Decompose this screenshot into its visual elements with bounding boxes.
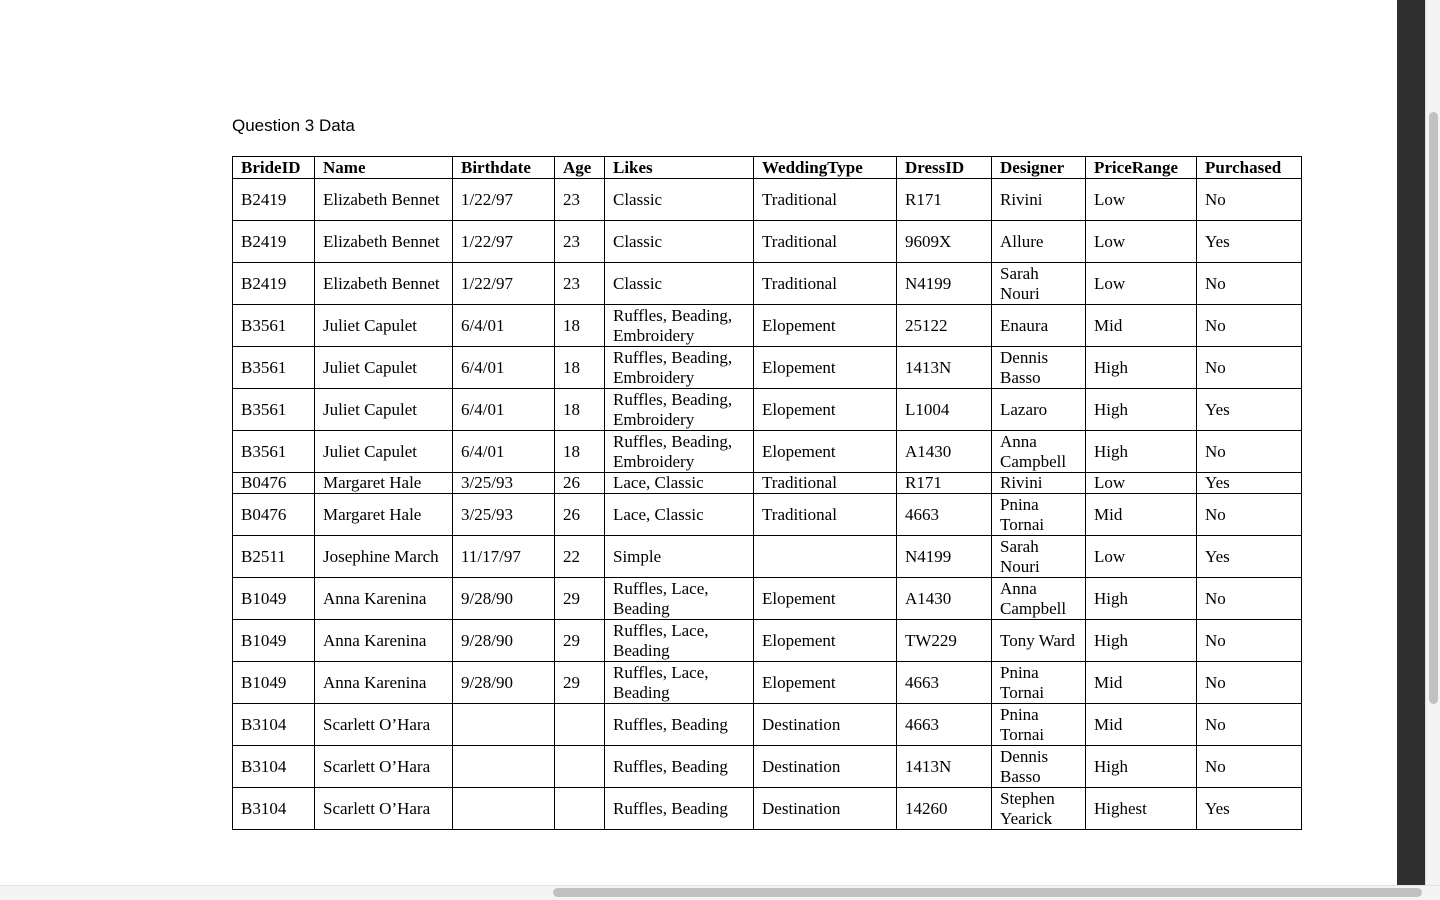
cell-birthdate: 3/25/93 (453, 494, 555, 536)
table-row (233, 662, 1302, 704)
cell-brideid: B3104 (233, 704, 315, 746)
cell-dressid: 1413N (897, 746, 992, 788)
cell-brideid: B1049 (233, 662, 315, 704)
cell-name: Elizabeth Bennet (315, 179, 453, 221)
table-row (233, 431, 1302, 473)
cell-pricerange: Mid (1086, 704, 1197, 746)
cell-birthdate: 6/4/01 (453, 347, 555, 389)
cell-pricerange: Low (1086, 473, 1197, 494)
cell-birthdate: 6/4/01 (453, 305, 555, 347)
cell-brideid: B2419 (233, 179, 315, 221)
cell-likes: Simple (605, 536, 754, 578)
cell-weddingtype: Traditional (754, 263, 897, 305)
cell-dressid: N4199 (897, 536, 992, 578)
cell-dressid: R171 (897, 179, 992, 221)
column-header-pricerange: PriceRange (1086, 157, 1197, 179)
cell-weddingtype: Elopement (754, 578, 897, 620)
cell-name: Anna Karenina (315, 578, 453, 620)
cell-pricerange: Low (1086, 263, 1197, 305)
cell-likes: Lace, Classic (605, 494, 754, 536)
cell-weddingtype: Elopement (754, 389, 897, 431)
column-header-designer: Designer (992, 157, 1086, 179)
cell-purchased: No (1197, 179, 1302, 221)
cell-weddingtype: Destination (754, 788, 897, 830)
cell-purchased: No (1197, 305, 1302, 347)
cell-designer: Enaura (992, 305, 1086, 347)
cell-purchased: No (1197, 431, 1302, 473)
cell-purchased: No (1197, 494, 1302, 536)
cell-brideid: B2419 (233, 263, 315, 305)
table-row (233, 746, 1302, 788)
bride-data-table (232, 156, 1302, 830)
section-title: Question 3 Data (232, 116, 355, 135)
cell-birthdate: 1/22/97 (453, 179, 555, 221)
cell-pricerange: Mid (1086, 305, 1197, 347)
cell-designer: Lazaro (992, 389, 1086, 431)
cell-designer: Allure (992, 221, 1086, 263)
cell-purchased: Yes (1197, 221, 1302, 263)
cell-purchased: No (1197, 746, 1302, 788)
cell-likes: Ruffles, Lace, Beading (605, 578, 754, 620)
cell-designer: Stephen Yearick (992, 788, 1086, 830)
cell-birthdate: 11/17/97 (453, 536, 555, 578)
cell-pricerange: High (1086, 347, 1197, 389)
cell-age: 26 (555, 473, 605, 494)
cell-brideid: B3104 (233, 746, 315, 788)
cell-weddingtype: Traditional (754, 494, 897, 536)
column-header-name: Name (315, 157, 453, 179)
column-header-birthdate: Birthdate (453, 157, 555, 179)
cell-purchased: No (1197, 347, 1302, 389)
cell-dressid: 4663 (897, 704, 992, 746)
cell-birthdate: 1/22/97 (453, 263, 555, 305)
cell-likes: Ruffles, Beading (605, 704, 754, 746)
cell-age: 23 (555, 221, 605, 263)
cell-brideid: B0476 (233, 494, 315, 536)
cell-pricerange: High (1086, 389, 1197, 431)
cell-age: 26 (555, 494, 605, 536)
vertical-scrollbar-thumb[interactable] (1429, 112, 1438, 704)
horizontal-scrollbar-thumb[interactable] (553, 888, 1422, 897)
column-header-purchased: Purchased (1197, 157, 1302, 179)
table-row (233, 179, 1302, 221)
cell-purchased: Yes (1197, 473, 1302, 494)
cell-age (555, 788, 605, 830)
cell-likes: Ruffles, Beading (605, 746, 754, 788)
cell-designer: Pnina Tornai (992, 494, 1086, 536)
table-row (233, 473, 1302, 494)
cell-weddingtype: Elopement (754, 620, 897, 662)
table-row (233, 578, 1302, 620)
cell-brideid: B3561 (233, 305, 315, 347)
cell-birthdate: 9/28/90 (453, 662, 555, 704)
table-row (233, 305, 1302, 347)
cell-birthdate: 9/28/90 (453, 620, 555, 662)
cell-designer: Rivini (992, 473, 1086, 494)
cell-name: Elizabeth Bennet (315, 263, 453, 305)
cell-likes: Classic (605, 179, 754, 221)
cell-likes: Ruffles, Beading, Embroidery (605, 431, 754, 473)
cell-brideid: B0476 (233, 473, 315, 494)
table-row (233, 221, 1302, 263)
cell-weddingtype: Destination (754, 746, 897, 788)
cell-name: Juliet Capulet (315, 305, 453, 347)
cell-dressid: 9609X (897, 221, 992, 263)
cell-dressid: 25122 (897, 305, 992, 347)
cell-likes: Ruffles, Beading, Embroidery (605, 389, 754, 431)
cell-age: 18 (555, 389, 605, 431)
cell-pricerange: High (1086, 620, 1197, 662)
cell-brideid: B3561 (233, 347, 315, 389)
cell-brideid: B1049 (233, 620, 315, 662)
cell-dressid: 4663 (897, 662, 992, 704)
table-row (233, 389, 1302, 431)
cell-weddingtype: Traditional (754, 221, 897, 263)
cell-likes: Classic (605, 263, 754, 305)
cell-birthdate: 9/28/90 (453, 578, 555, 620)
cell-designer: Sarah Nouri (992, 263, 1086, 305)
cell-weddingtype: Elopement (754, 662, 897, 704)
cell-birthdate: 3/25/93 (453, 473, 555, 494)
cell-brideid: B2419 (233, 221, 315, 263)
cell-purchased: No (1197, 578, 1302, 620)
cell-age (555, 746, 605, 788)
cell-dressid: A1430 (897, 578, 992, 620)
cell-likes: Classic (605, 221, 754, 263)
cell-pricerange: Mid (1086, 494, 1197, 536)
cell-birthdate: 1/22/97 (453, 221, 555, 263)
cell-designer: Dennis Basso (992, 347, 1086, 389)
cell-age: 18 (555, 305, 605, 347)
cell-age: 29 (555, 662, 605, 704)
cell-likes: Ruffles, Beading, Embroidery (605, 305, 754, 347)
cell-designer: Anna Campbell (992, 431, 1086, 473)
cell-purchased: No (1197, 263, 1302, 305)
cell-purchased: Yes (1197, 389, 1302, 431)
cell-brideid: B2511 (233, 536, 315, 578)
cell-purchased: Yes (1197, 536, 1302, 578)
cell-dressid: TW229 (897, 620, 992, 662)
cell-pricerange: High (1086, 431, 1197, 473)
cell-age (555, 704, 605, 746)
cell-likes: Ruffles, Beading (605, 788, 754, 830)
cell-purchased: No (1197, 620, 1302, 662)
cell-name: Scarlett O’Hara (315, 788, 453, 830)
cell-pricerange: High (1086, 746, 1197, 788)
cell-pricerange: High (1086, 578, 1197, 620)
cell-dressid: R171 (897, 473, 992, 494)
cell-dressid: 4663 (897, 494, 992, 536)
cell-name: Scarlett O’Hara (315, 704, 453, 746)
column-header-age: Age (555, 157, 605, 179)
table-row (233, 494, 1302, 536)
cell-brideid: B3561 (233, 431, 315, 473)
cell-pricerange: Low (1086, 179, 1197, 221)
cell-birthdate: 6/4/01 (453, 431, 555, 473)
table-row (233, 536, 1302, 578)
cell-name: Margaret Hale (315, 494, 453, 536)
cell-name: Juliet Capulet (315, 389, 453, 431)
cell-name: Juliet Capulet (315, 347, 453, 389)
cell-birthdate: 6/4/01 (453, 389, 555, 431)
cell-designer: Pnina Tornai (992, 704, 1086, 746)
cell-age: 29 (555, 620, 605, 662)
cell-likes: Lace, Classic (605, 473, 754, 494)
cell-name: Scarlett O’Hara (315, 746, 453, 788)
cell-name: Josephine March (315, 536, 453, 578)
cell-dressid: N4199 (897, 263, 992, 305)
cell-purchased: No (1197, 704, 1302, 746)
cell-name: Juliet Capulet (315, 431, 453, 473)
column-header-dressid: DressID (897, 157, 992, 179)
table-row (233, 704, 1302, 746)
column-header-weddingtype: WeddingType (754, 157, 897, 179)
cell-purchased: Yes (1197, 788, 1302, 830)
cell-likes: Ruffles, Beading, Embroidery (605, 347, 754, 389)
cell-brideid: B1049 (233, 578, 315, 620)
cell-name: Elizabeth Bennet (315, 221, 453, 263)
table-row (233, 620, 1302, 662)
cell-weddingtype: Traditional (754, 473, 897, 494)
cell-likes: Ruffles, Lace, Beading (605, 662, 754, 704)
cell-designer: Tony Ward (992, 620, 1086, 662)
cell-purchased: No (1197, 662, 1302, 704)
cell-birthdate (453, 704, 555, 746)
table-row (233, 788, 1302, 830)
cell-weddingtype: Elopement (754, 431, 897, 473)
column-header-brideid: BrideID (233, 157, 315, 179)
cell-designer: Pnina Tornai (992, 662, 1086, 704)
cell-name: Anna Karenina (315, 662, 453, 704)
table-row (233, 263, 1302, 305)
cell-age: 18 (555, 347, 605, 389)
table-row (233, 347, 1302, 389)
cell-dressid: 14260 (897, 788, 992, 830)
cell-dressid: A1430 (897, 431, 992, 473)
column-header-likes: Likes (605, 157, 754, 179)
cell-weddingtype: Destination (754, 704, 897, 746)
cell-birthdate (453, 746, 555, 788)
table-header-row (233, 157, 1302, 179)
cell-weddingtype (754, 536, 897, 578)
cell-age: 18 (555, 431, 605, 473)
cell-age: 29 (555, 578, 605, 620)
cell-weddingtype: Elopement (754, 347, 897, 389)
cell-dressid: 1413N (897, 347, 992, 389)
cell-name: Anna Karenina (315, 620, 453, 662)
cell-brideid: B3104 (233, 788, 315, 830)
cell-age: 22 (555, 536, 605, 578)
cell-weddingtype: Traditional (754, 179, 897, 221)
cell-pricerange: Mid (1086, 662, 1197, 704)
cell-designer: Rivini (992, 179, 1086, 221)
cell-brideid: B3561 (233, 389, 315, 431)
cell-pricerange: Low (1086, 536, 1197, 578)
cell-birthdate (453, 788, 555, 830)
cell-dressid: L1004 (897, 389, 992, 431)
cell-age: 23 (555, 179, 605, 221)
cell-age: 23 (555, 263, 605, 305)
cell-designer: Dennis Basso (992, 746, 1086, 788)
cell-weddingtype: Elopement (754, 305, 897, 347)
cell-designer: Anna Campbell (992, 578, 1086, 620)
cell-likes: Ruffles, Lace, Beading (605, 620, 754, 662)
cell-designer: Sarah Nouri (992, 536, 1086, 578)
cell-pricerange: Low (1086, 221, 1197, 263)
cell-pricerange: Highest (1086, 788, 1197, 830)
cell-name: Margaret Hale (315, 473, 453, 494)
